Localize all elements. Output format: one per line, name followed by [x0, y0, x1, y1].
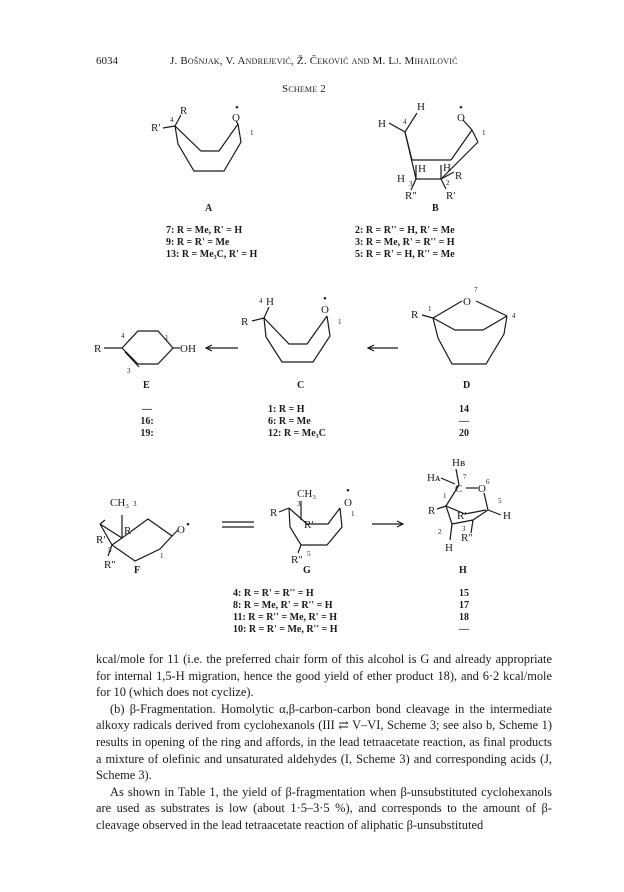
structure-b-n1: 1 — [482, 129, 486, 137]
structure-b-n3: 3 — [409, 180, 413, 188]
structure-c-radical-dot: • — [323, 293, 327, 305]
structure-e-oh: OH — [180, 343, 196, 355]
structure-d-oxygen: O — [463, 296, 471, 308]
compound-e-row: 16: — [140, 416, 154, 427]
structure-b-oxygen: O — [457, 112, 465, 124]
label-d: D — [463, 380, 471, 391]
structure-a-radical-dot: • — [235, 102, 239, 114]
structure-h-ha: Hᴀ — [427, 472, 441, 484]
structure-f-r-prime: R' — [96, 534, 106, 546]
structure-a-ring — [163, 115, 241, 171]
structure-g-n3: 3 — [297, 500, 301, 508]
label-a: A — [205, 203, 213, 214]
compound-g-row: 4: R = R' = R'' = H — [233, 588, 314, 599]
structure-b-r: R — [455, 170, 463, 182]
structure-e-n1: 1 — [165, 334, 169, 342]
structure-h-hb: Hʙ — [452, 457, 466, 469]
structure-a-n4: 4 — [170, 116, 174, 124]
scheme-title: Scheme 2 — [282, 83, 326, 95]
structure-f-n1: 1 — [160, 552, 164, 560]
structure-b-r-prime: R' — [446, 190, 456, 202]
structure-h-ring — [437, 469, 501, 540]
structure-f-r-double-prime: R'' — [104, 559, 116, 571]
structure-h-n2: 2 — [438, 528, 442, 536]
structure-h-r-prime: R' — [457, 510, 467, 522]
structure-h-carbon: C — [455, 483, 463, 495]
compound-h-row: 17 — [459, 600, 469, 611]
structure-g-radical-dot: • — [346, 485, 350, 497]
structure-h-n6: 6 — [486, 478, 490, 486]
compound-d-row: 14 — [459, 404, 469, 415]
compounds-d-list — [451, 404, 477, 440]
arrow-g-to-h — [372, 521, 403, 527]
compound-h-row: 18 — [459, 612, 469, 623]
structure-b-n4: 4 — [403, 118, 407, 126]
structure-c-ring — [252, 307, 330, 362]
compound-d-row: — — [459, 416, 469, 427]
page-number: 6034 — [96, 55, 118, 67]
structure-c-n1: 1 — [338, 318, 342, 326]
structure-g-ch3: CH₃ — [297, 488, 317, 500]
compound-a-row: 9: R = R' = Me — [166, 237, 230, 248]
compounds-g-list — [233, 588, 338, 636]
structure-b-r-double-prime: R'' — [405, 190, 417, 202]
structure-b-radical-dot: • — [459, 102, 463, 114]
structure-f-n5: 5 — [108, 546, 112, 554]
compound-b-row: 5: R = R' = H, R'' = Me — [355, 249, 455, 260]
structure-b-h-left: H — [378, 118, 386, 130]
structure-b-h-axial-left: H — [418, 163, 426, 175]
structure-c-h: H — [266, 296, 274, 308]
structure-h-n5: 5 — [498, 497, 502, 505]
compound-e-row: — — [142, 404, 152, 415]
label-g: G — [303, 565, 311, 576]
compound-c-row: 6: R = Me — [268, 416, 311, 427]
label-c: C — [297, 380, 305, 391]
compounds-c-list — [268, 404, 326, 440]
label-b: B — [432, 203, 439, 214]
structure-d-n1: 1 — [428, 305, 432, 313]
structure-g-n5: 5 — [307, 550, 311, 558]
arrow-d-to-c — [368, 345, 398, 351]
structure-h-h-right: H — [503, 510, 511, 522]
structure-d-n7: 7 — [474, 286, 478, 294]
structure-g-r: R — [270, 507, 278, 519]
compound-e-row: 19: — [140, 428, 154, 439]
structure-a-n1: 1 — [250, 129, 254, 137]
compound-a-row: 7: R = Me, R' = H — [166, 225, 243, 236]
compound-b-row: 3: R = Me, R' = R'' = H — [355, 237, 455, 248]
structure-a-r-prime: R' — [151, 122, 161, 134]
structure-h-oxygen: O — [478, 483, 486, 495]
structure-e-n4: 4 — [121, 332, 125, 340]
compound-g-row: 11: R = R'' = Me, R' = H — [233, 612, 338, 623]
label-e: E — [143, 380, 150, 391]
structure-f-n3: 3 — [133, 500, 137, 508]
running-head-authors: J. Bošnjak, V. Andrejević, Ž. Čeković and M. Lj. Mihailović — [170, 55, 458, 67]
structure-c-n4: 4 — [259, 297, 263, 305]
structure-d-r: R — [411, 309, 419, 321]
structure-b-h-top: H — [417, 101, 425, 113]
structure-g-r-double-prime: R'' — [291, 554, 303, 566]
compounds-h-list — [451, 588, 477, 636]
structure-b-n2: 2 — [446, 179, 450, 187]
compound-b-row: 2: R = R'' = H, R' = Me — [355, 225, 455, 236]
structure-e-r: R — [94, 343, 102, 355]
structure-e-ring — [104, 331, 180, 367]
arrow-c-to-e — [206, 345, 238, 351]
compounds-b-list — [355, 225, 455, 261]
structure-h-n3: 3 — [462, 525, 466, 533]
paragraph-table-1: As shown in Table 1, the yield of β-fragmentation when β-unsubstituted cyclohexanols are used as substrates is low (about 1·5–3·5 %), and corresponds to the amount of β-cleavage observed in the lead tetraacetate reaction of aliphatic β-unsubstituted — [96, 784, 552, 832]
compound-h-row: — — [459, 624, 469, 635]
compound-c-row: 1: R = H — [268, 404, 305, 415]
structure-f-ring — [100, 515, 178, 561]
paragraph-continuation: kcal/mole for 11 (i.e. the preferred chair form of this alcohol is G and already appropriate for internal 1,5-H migration, hence the good yield of ether product 18), and 6·2 kcal/mole for 10 (which does not cyclize). — [96, 652, 552, 700]
structure-c-oxygen: O — [321, 304, 329, 316]
structure-h-h-bottom: H — [445, 542, 453, 554]
compound-g-row: 10: R = R' = Me, R'' = H — [233, 624, 338, 635]
structure-f-ch3: CH₃ — [110, 497, 130, 509]
structure-a-oxygen: O — [232, 112, 240, 124]
equilibrium-arrow-f-g — [222, 522, 254, 527]
structure-d-n4: 4 — [512, 312, 516, 320]
structure-h-r-double-prime: R'' — [461, 532, 473, 544]
structure-f-r: R — [124, 525, 132, 537]
structure-e-n3: 3 — [127, 367, 131, 375]
compound-h-row: 15 — [459, 588, 469, 599]
structure-a-r: R — [180, 105, 188, 117]
label-f: F — [134, 565, 141, 576]
structure-g-oxygen: O — [344, 497, 352, 509]
compound-d-row: 20 — [459, 428, 469, 439]
compound-a-row: 13: R = Me₃C, R' = H — [166, 249, 258, 260]
structure-g-n1: 1 — [351, 510, 355, 518]
structure-g-r-prime: R' — [304, 519, 314, 531]
compounds-a-list — [166, 225, 257, 261]
structure-d-ring — [422, 301, 507, 364]
structure-c-r: R — [241, 316, 249, 328]
structure-f-oxygen: O — [177, 524, 185, 536]
compounds-e-list — [132, 404, 162, 440]
structure-h-r: R — [428, 505, 436, 517]
structure-h-n7: 7 — [463, 473, 467, 481]
paragraph-beta-fragmentation: (b) β-Fragmentation. Homolytic α,β-carbon-carbon bond cleavage in the intermediate alkoxy radicals derived from cyclohexanols (III ⇄ V–VI, Scheme 3; see also b, Scheme 1) results in opening of the ring and affords, in the lead tetraacetate reaction, as final products a mixture of olefinic and unsaturated aldehydes (I, Scheme 3) and corresponding acids (J, Scheme 3). — [96, 701, 552, 783]
label-h: H — [459, 565, 467, 576]
compound-g-row: 8: R = Me, R' = R'' = H — [233, 600, 333, 611]
body-text — [96, 651, 552, 834]
structure-b-h-axial-right: H — [443, 162, 451, 174]
structure-b-h-left-low: H — [397, 173, 405, 185]
compound-c-row: 12: R = Me₃C — [268, 428, 326, 439]
structure-h-n1: 1 — [443, 492, 447, 500]
structure-f-radical-dot: • — [186, 519, 190, 531]
